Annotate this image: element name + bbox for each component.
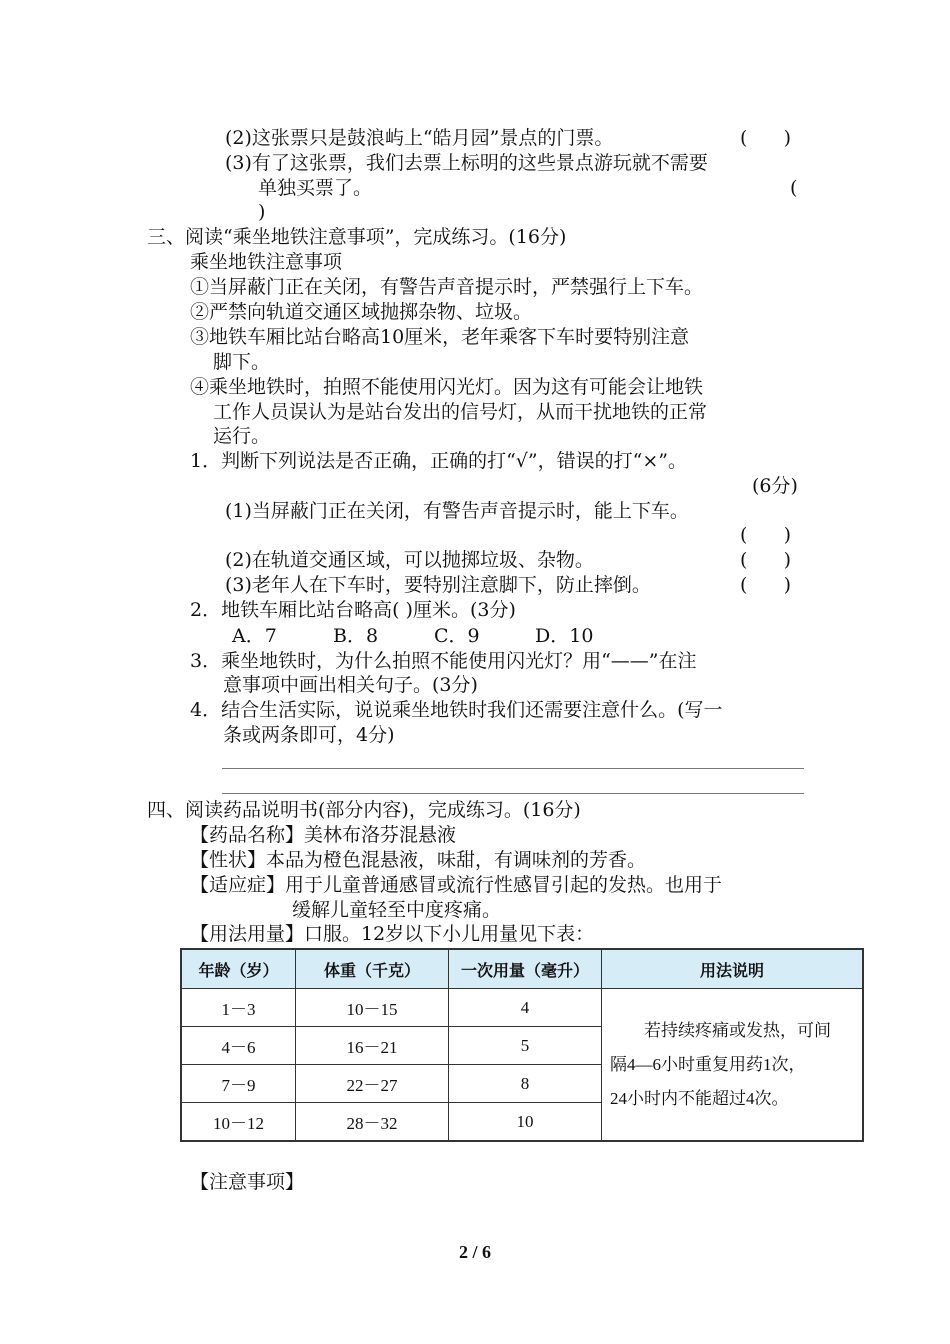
cell-dose: 4 xyxy=(449,989,602,1027)
question-3-line1: 3．乘坐地铁时，为什么拍照不能使用闪光灯？用“——”在注 xyxy=(190,650,697,672)
question-3-line2: 意事项中画出相关句子。(3分) xyxy=(223,674,478,696)
usage-note-line3: 24小时内不能超过4次。 xyxy=(610,1088,789,1108)
option-c[interactable]: C．9 xyxy=(434,625,480,647)
answer-blank-close: ) xyxy=(258,201,266,223)
cell-dose: 8 xyxy=(449,1065,602,1103)
q1-item-2: (2)在轨道交通区域，可以抛掷垃圾、杂物。 xyxy=(225,549,594,571)
drug-caution: 【注意事项】 xyxy=(190,1171,305,1193)
cell-dose: 5 xyxy=(449,1027,602,1065)
section-3-heading: 三、阅读“乘坐地铁注意事项”，完成练习。(16分) xyxy=(147,226,567,248)
question-1: 1．判断下列说法是否正确，正确的打“√”，错误的打“×”。 xyxy=(190,450,687,472)
rule-4-cont-2: 运行。 xyxy=(213,425,271,447)
page-number: 2 / 6 xyxy=(458,1242,491,1262)
cell-dose: 10 xyxy=(449,1103,602,1142)
cell-weight: 16－21 xyxy=(296,1027,449,1065)
usage-note-line2: 隔4—6小时重复用药1次， xyxy=(610,1054,806,1074)
rule-4-cont-1: 工作人员误认为是站台发出的信号灯，从而干扰地铁的正常 xyxy=(213,401,708,423)
notice-title: 乘坐地铁注意事项 xyxy=(190,251,343,273)
header-usage: 用法说明 xyxy=(602,949,864,989)
cell-weight: 22－27 xyxy=(296,1065,449,1103)
drug-indication-line2: 缓解儿童轻至中度疼痛。 xyxy=(292,899,502,921)
cell-age: 4－6 xyxy=(181,1027,296,1065)
option-a[interactable]: A．7 xyxy=(232,625,277,647)
q1-item-3: (3)老年人在下车时，要特别注意脚下，防止摔倒。 xyxy=(225,574,651,596)
q1-item-1: (1)当屏蔽门正在关闭，有警告声音提示时，能上下车。 xyxy=(225,500,689,522)
cell-usage-note xyxy=(602,989,864,1142)
drug-name: 【药品名称】美林布洛芬混悬液 xyxy=(190,824,457,846)
rule-3: ③地铁车厢比站台略高10厘米，老年乘客下车时要特别注意 xyxy=(190,326,690,348)
question-2: 2．地铁车厢比站台略高( )厘米。(3分) xyxy=(190,599,516,621)
answer-line-2[interactable] xyxy=(222,793,804,794)
q-item-2: (2)这张票只是鼓浪屿上“皓月园”景点的门票。 xyxy=(225,127,614,149)
answer-blank-open[interactable]: ( xyxy=(790,177,798,199)
usage-note-line1: 若持续疼痛或发热，可间 xyxy=(644,1020,831,1040)
section-4-heading: 四、阅读药品说明书(部分内容)，完成练习。(16分) xyxy=(147,799,581,821)
drug-property: 【性状】本品为橙色混悬液，味甜，有调味剂的芳香。 xyxy=(190,849,647,871)
q-item-3-line2: 单独买票了。 xyxy=(258,177,373,199)
dosage-table xyxy=(180,948,864,1142)
table-row xyxy=(181,989,863,1027)
q-item-3-line1: (3)有了这张票，我们去票上标明的这些景点游玩就不需要 xyxy=(225,152,708,174)
question-4-line2: 条或两条即可，4分) xyxy=(223,724,395,746)
question-1-score: (6分) xyxy=(752,475,798,497)
answer-line-1[interactable] xyxy=(222,768,804,769)
drug-indication-line1: 【适应症】用于儿童普通感冒或流行性感冒引起的发热。也用于 xyxy=(190,874,723,896)
answer-blank[interactable]: ( ) xyxy=(740,524,792,546)
cell-weight: 10－15 xyxy=(296,989,449,1027)
header-dose: 一次用量（毫升） xyxy=(449,949,602,989)
cell-age: 1－3 xyxy=(181,989,296,1027)
answer-blank[interactable]: ( ) xyxy=(740,127,792,149)
rule-2: ②严禁向轨道交通区域抛掷杂物、垃圾。 xyxy=(190,301,533,323)
drug-usage: 【用法用量】口服。12岁以下小儿用量见下表： xyxy=(190,923,595,945)
header-weight: 体重（千克） xyxy=(296,949,449,989)
rule-1: ①当屏蔽门正在关闭，有警告声音提示时，严禁强行上下车。 xyxy=(190,276,704,298)
option-d[interactable]: D．10 xyxy=(535,625,594,647)
option-b[interactable]: B．8 xyxy=(333,625,379,647)
answer-blank[interactable]: ( ) xyxy=(740,574,792,596)
rule-4: ④乘坐地铁时，拍照不能使用闪光灯。因为这有可能会让地铁 xyxy=(190,376,704,398)
table-header-row xyxy=(181,949,863,989)
rule-3-cont: 脚下。 xyxy=(213,351,271,373)
cell-age: 10－12 xyxy=(181,1103,296,1142)
answer-blank[interactable]: ( ) xyxy=(740,549,792,571)
cell-age: 7－9 xyxy=(181,1065,296,1103)
question-4-line1: 4．结合生活实际，说说乘坐地铁时我们还需要注意什么。(写一 xyxy=(190,699,723,721)
header-age: 年龄（岁） xyxy=(181,949,296,989)
cell-weight: 28－32 xyxy=(296,1103,449,1142)
